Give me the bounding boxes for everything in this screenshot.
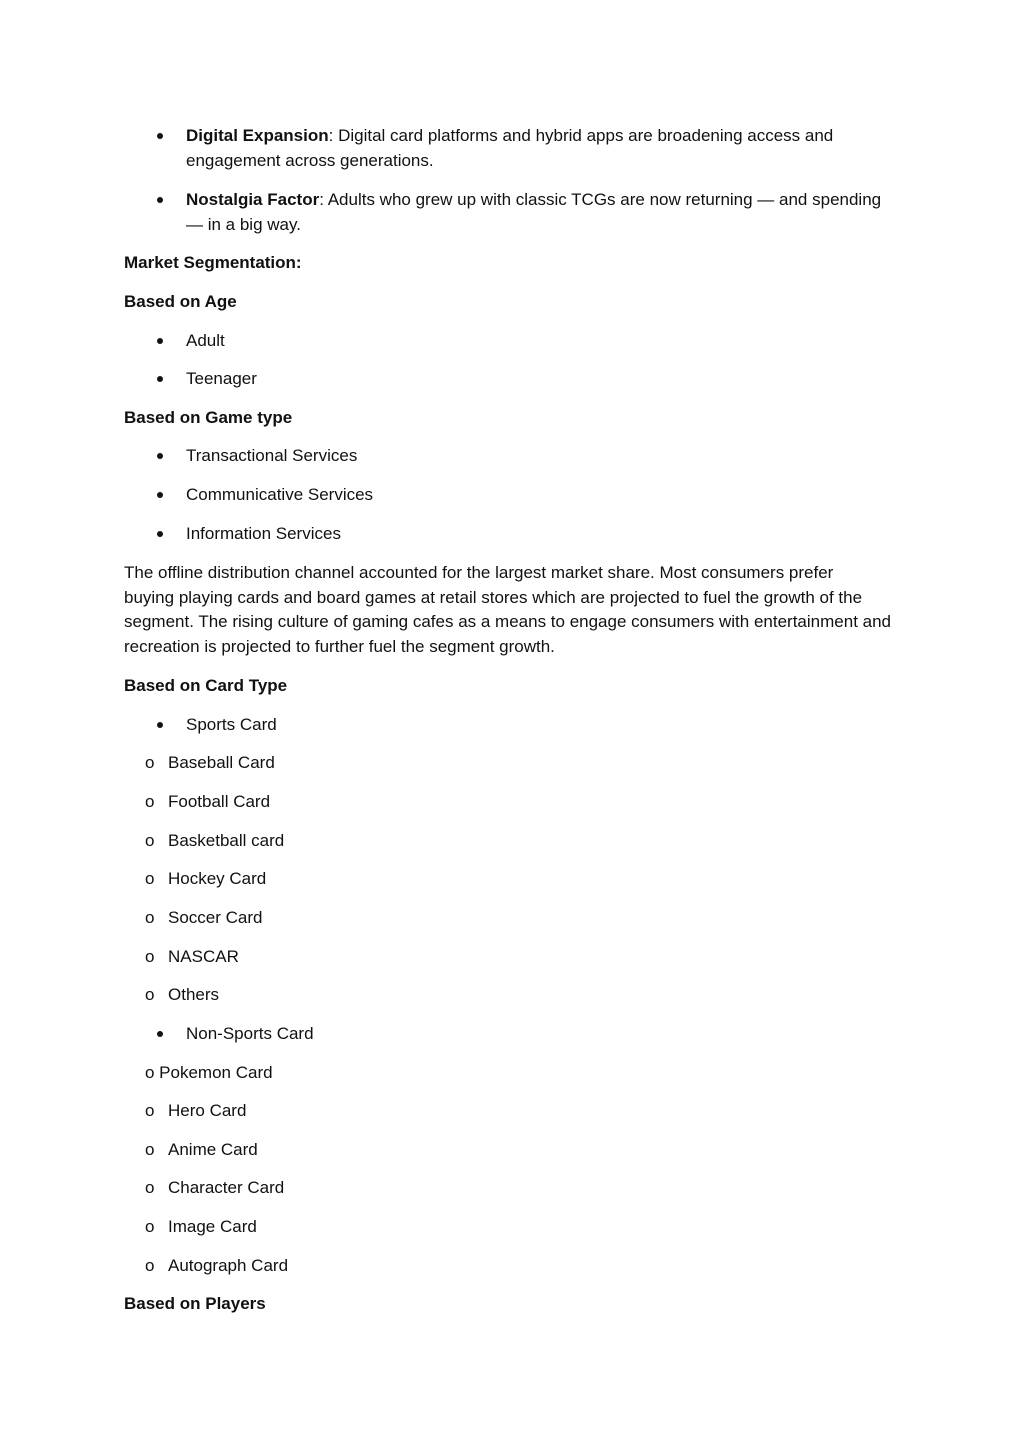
sub-bullet-marker: o [145, 1256, 155, 1275]
non-sports-subitem: Autograph Card [168, 1256, 289, 1275]
non-sports-subitem: Anime Card [168, 1140, 258, 1159]
bullet-digital-expansion [186, 123, 833, 148]
card-type-heading: Based on Card Type [124, 676, 288, 695]
term-nostalgia-factor: Nostalgia Factor [186, 190, 320, 209]
sub-bullet-marker: o [145, 1178, 155, 1197]
nostalgia-factor-text: : Adults who grew up with classic TCGs are now returning — and spending [319, 190, 882, 209]
game-type-item: Transactional Services [186, 443, 357, 468]
sports-subitem: Basketball card [168, 831, 285, 850]
age-item: Adult [186, 328, 225, 353]
term-digital-expansion: Digital Expansion [186, 126, 329, 145]
bullet-nostalgia-factor [186, 187, 881, 212]
segmentation-heading: Market Segmentation: [124, 253, 302, 272]
sub-bullet-marker: o [145, 1217, 155, 1236]
non-sports-subitem: Character Card [168, 1178, 285, 1197]
sub-bullet-marker: o [145, 1101, 155, 1120]
sports-subitem: Baseball Card [168, 753, 275, 772]
paragraph-line: segment. The rising culture of gaming cafes as a means to engage consumers with entertainment and [124, 612, 892, 631]
sports-card-item: Sports Card [186, 712, 277, 737]
sports-subitem: Hockey Card [168, 869, 267, 888]
digital-expansion-text: : Digital card platforms and hybrid apps are broadening access and [328, 126, 834, 145]
sub-bullet-marker: o [145, 753, 155, 772]
sports-subitem: Football Card [168, 792, 271, 811]
sub-bullet-marker: o [145, 1140, 155, 1159]
sports-subitem: Others [168, 985, 220, 1004]
sub-bullet-marker: o [145, 947, 155, 966]
sports-subitem: Soccer Card [168, 908, 263, 927]
paragraph-line: recreation is projected to further fuel the segment growth. [124, 637, 555, 656]
digital-expansion-continuation: engagement across generations. [186, 151, 434, 170]
game-type-heading: Based on Game type [124, 408, 293, 427]
game-type-item: Communicative Services [186, 482, 373, 507]
sub-bullet-marker: o [145, 869, 155, 888]
non-sports-subitem: Hero Card [168, 1101, 247, 1120]
non-sports-subitem: Image Card [168, 1217, 257, 1236]
sub-bullet-marker: o [145, 908, 155, 927]
game-type-item: Information Services [186, 521, 341, 546]
nostalgia-factor-continuation: — in a big way. [186, 215, 301, 234]
paragraph-line: The offline distribution channel accounted for the largest market share. Most consumers prefer [124, 563, 834, 582]
players-heading: Based on Players [124, 1294, 266, 1313]
sub-bullet-marker: o [145, 831, 155, 850]
non-sports-card-item: Non-Sports Card [186, 1021, 314, 1046]
age-heading: Based on Age [124, 292, 237, 311]
sub-bullet-marker: o [145, 985, 155, 1004]
sub-bullet-marker: o [145, 792, 155, 811]
age-item: Teenager [186, 366, 257, 391]
non-sports-subitem: o Pokemon Card [145, 1063, 273, 1082]
paragraph-line: buying playing cards and board games at retail stores which are projected to fuel the growth of the [124, 588, 863, 607]
sports-subitem: NASCAR [168, 947, 239, 966]
